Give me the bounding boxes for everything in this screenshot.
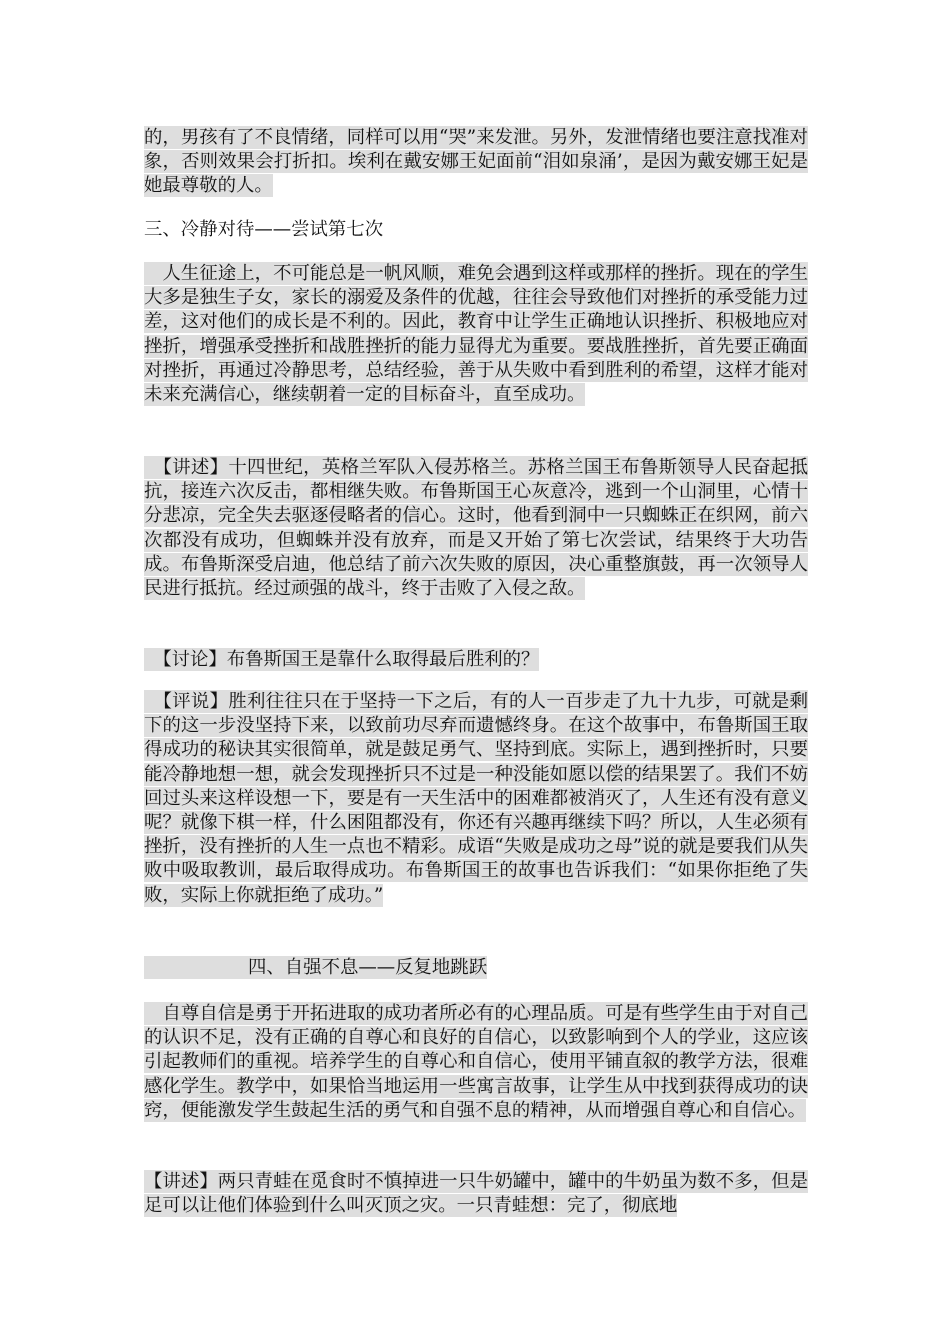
section-heading-self-improvement — [144, 956, 487, 980]
paragraph-text: 【讲述】两只青蛙在觅食时不慎掉进一只牛奶罐中，罐中的牛奶虽为数不多，但是足可以让他们体验到什么叫灭顶之灾。一只青蛙想：完了，彻底地 — [144, 1171, 808, 1217]
paragraph-text: 的，男孩有了不良情绪，同样可以用“哭”来发泄。另外，发泄情绪也要注意找准对象，否则效果会打折扣。埃利在戴安娜王妃面前“泪如泉涌’，是因为戴安娜王妃是她最尊敬的人。 — [144, 127, 808, 197]
paragraph-frustration — [144, 262, 808, 407]
heading-text: 三、冷静对待——尝试第七次 — [144, 219, 384, 240]
paragraph-discussion — [144, 648, 808, 672]
section-heading-calm — [144, 218, 383, 242]
paragraph-story-bruce — [144, 456, 808, 601]
paragraph-self-esteem — [144, 1002, 808, 1123]
paragraph-text: 【讨论】布鲁斯国王是靠什么取得最后胜利的？ — [144, 649, 540, 670]
paragraph-text: 自尊自信是勇于开拓进取的成功者所必有的心理品质。可是有些学生由于对自己的认识不足，没有正确的自尊心和良好的自信心，以致影响到个人的学业，这应该引起教师们的重视。培养学生的自尊心和自信心，使用平铺直叙的教学方法，很难感化学生。教学中，如果恰当地运用一些寓言故事，让学生从中找到获得成功的诀窍，便能激发学生鼓起生活的勇气和自强不息的精神，从而增强自尊心和自信心。 — [144, 1003, 808, 1121]
paragraph-text: 人生征途上，不可能总是一帆风顺，难免会遇到这样或那样的挫折。现在的学生大多是独生子女，家长的溺爱及条件的优越，往往会导致他们对挫折的承受能力过差，这对他们的成长是不利的。因此，教育中让学生正确地认识挫折、积极地应对挫折，增强承受挫折和战胜挫折的能力显得尤为重要。要战胜挫折，首先要正确面对挫折，再通过冷静思考，总结经验，善于从失败中看到胜利的希望，这样才能对未来充满信心，继续朝着一定的目标奋斗，直至成功。 — [144, 263, 808, 406]
paragraph-venting-emotions — [144, 126, 808, 199]
paragraph-story-frogs — [144, 1170, 808, 1218]
paragraph-text: 【评说】胜利往往只在于坚持一下之后，有的人一百步走了九十九步，可就是剩下的这一步没坚持下来，以致前功尽弃而遗憾终身。在这个故事中，布鲁斯国王取得成功的秘诀其实很简单，就是鼓足勇气、坚持到底。实际上，遇到挫折时，只要能冷静地想一想，就会发现挫折只不过是一种没能如愿以偿的结果罢了。我们不妨回过头来这样设想一下，要是有一天生活中的困难都被消灭了，人生还有没有意义呢？就像下棋一样，什么困阻都没有，你还有兴趣再继续下吗？所以，人生必须有挫折，没有挫折的人生一点也不精彩。成语“失败是成功之母”说的就是要我们从失败中吸取教训，最后取得成功。布鲁斯国王的故事也告诉我们：“如果你拒绝了失败，实际上你就拒绝了成功。” — [144, 691, 808, 906]
paragraph-comment — [144, 690, 808, 908]
paragraph-text: 【讲述】十四世纪，英格兰军队入侵苏格兰。苏格兰国王布鲁斯领导人民奋起抵抗，接连六次反击，都相继失败。布鲁斯国王心灰意冷，逃到一个山洞里，心情十分悲凉，完全失去驱逐侵略者的信心。这时，他看到洞中一只蜘蛛正在织网，前六次都没有成功，但蜘蛛并没有放弃，而是又开始了第七次尝试，结果终于大功告成。布鲁斯深受启迪，他总结了前六次失败的原因，决心重整旗鼓，再一次领导人民进行抵抗。经过顽强的战斗，终于击败了入侵之敌。 — [144, 457, 808, 600]
heading-text: 四、自强不息——反复地跳跃 — [144, 956, 487, 979]
